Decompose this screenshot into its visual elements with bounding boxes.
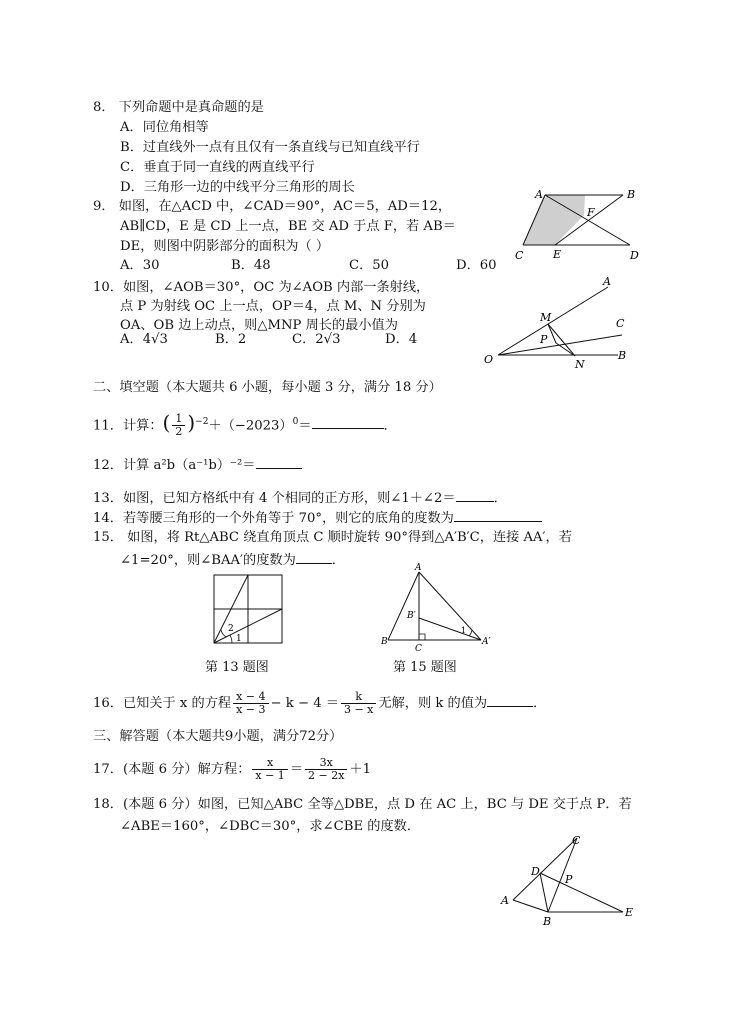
q9-label-f: F (587, 206, 595, 219)
q10-line3: OA、OB 边上动点，则△MNP 周长的最小值为 (120, 318, 398, 333)
q13-end: ． (493, 491, 507, 506)
q15-line2-wrap (120, 551, 345, 569)
q16-suffix: 无解，则 k 的值为 (378, 696, 488, 711)
q10-label-b: B (618, 349, 627, 362)
q11-mid: ＋（−2023） (208, 418, 293, 434)
q11-eq: ＝ (298, 418, 312, 434)
q9-label-c: C (515, 249, 524, 262)
q10-line1: 10．如图，∠AOB＝30°，OC 为∠AOB 内部一条射线， (93, 280, 430, 295)
q17-f2-num: 3x (305, 757, 347, 770)
q15-answer-blank[interactable] (296, 551, 332, 564)
q11-frac-den: 2 (175, 425, 183, 439)
q18-line2: ∠ABE＝160°，∠DBC＝30°，求∠CBE 的度数． (120, 819, 421, 834)
fig15-label-b-prime: B′ (407, 611, 416, 621)
q11-end: ． (383, 418, 397, 434)
q17 (93, 755, 371, 785)
q10-label-p: P (540, 333, 548, 346)
q11-exp1: −2 (195, 417, 209, 427)
q9-shaded-region (523, 195, 585, 245)
q8-option-c: C．垂直于同一直线的两直线平行 (120, 160, 315, 175)
q9-option-c: C．50 (349, 258, 390, 273)
q17-prefix: 17．(本题 6 分）解方程： (93, 762, 251, 777)
fig15-label-a: A (415, 563, 422, 573)
q9-option-d: D．60 (456, 258, 497, 273)
q15-line2: ∠1=20°，则∠BAA′的度数为 (120, 553, 296, 568)
q10-label-c: C (616, 317, 625, 330)
fig13-angle-1: 1 (236, 634, 242, 644)
q9-label-b: B (627, 188, 636, 201)
section-3-heading: 三、解答题（本大题共9小题，满分72分） (93, 729, 343, 744)
fig15-label-b: B (381, 637, 388, 647)
q15-line1: 15． 如图，将 Rt△ABC 绕直角顶点 C 顺时旋转 90°得到△A′B′C，连接 AA′，若 (93, 530, 572, 545)
q14 (93, 509, 542, 527)
q10-figure (480, 275, 640, 375)
q16-end: ． (533, 696, 547, 711)
q10-option-b: B．2 (215, 332, 247, 347)
q18-label-a: A (501, 894, 509, 907)
q10-label-m: M (540, 311, 552, 324)
q16 (93, 690, 546, 718)
q8-stem: 8． 下列命题中是真命题的是 (93, 100, 264, 115)
q9-line1: 9． 如图，在△ACD 中，∠CAD＝90°，AC＝5，AD＝12， (93, 199, 452, 214)
q9-option-a: A．30 (120, 258, 160, 273)
q16-f1-den: x − 3 (236, 703, 266, 716)
q12-text: 12．计算 a²b（a⁻¹b）⁻²＝ (93, 458, 256, 473)
q16-f1-num: x − 4 (233, 691, 268, 704)
q8-option-d: D．三角形一边的中线平分三角形的周长 (120, 180, 355, 195)
q10-line2: 点 P 为射线 OC 上一点，OP＝4，点 M、N 分别为 (120, 299, 426, 314)
q10-label-a: A (603, 275, 611, 288)
q18-label-e: E (625, 906, 634, 919)
q16-fraction-2 (341, 691, 376, 716)
q9-line2: AB∥CD，E 是 CD 上一点，BE 交 AD 于点 F，若 AB＝ (120, 219, 456, 234)
fig15-angle-1: 1 (461, 626, 467, 635)
q10-option-d: D．4 (385, 332, 418, 347)
fig15-caption: 第 15 题图 (393, 660, 457, 675)
q11-prefix: 11．计算： (93, 418, 163, 434)
q16-prefix: 16．已知关于 x 的方程 (93, 696, 232, 711)
q13-answer-blank[interactable] (456, 489, 494, 502)
q10-label-o: O (484, 353, 494, 366)
q18-label-b: B (543, 915, 552, 928)
fig13-angle-2: 2 (228, 624, 234, 634)
q16-mid: − k − 4 ＝ (270, 696, 339, 711)
q9-figure (505, 185, 645, 265)
fig15-figure (378, 560, 498, 655)
q16-answer-blank[interactable] (487, 694, 533, 707)
q9-label-e: E (553, 248, 562, 261)
q17-fraction-2 (305, 757, 347, 782)
q17-fraction-1 (252, 757, 287, 782)
q18-label-p: P (565, 873, 573, 886)
q16-fraction-1 (233, 691, 268, 716)
fig13-caption: 第 13 题图 (205, 660, 269, 675)
q11-fraction (172, 413, 185, 438)
q12-answer-blank[interactable] (256, 456, 302, 469)
q10-label-n: N (575, 358, 585, 371)
q13 (93, 489, 507, 507)
q18-label-d: D (531, 865, 540, 878)
q12 (93, 456, 302, 474)
q17-f1-num: x (252, 757, 287, 770)
q11-frac-num: 1 (172, 413, 185, 426)
section-2-heading: 二、填空题（本大题共 6 小题，每小题 3 分，满分 18 分） (93, 380, 442, 395)
q16-f2-den: 3 − x (343, 703, 374, 716)
q14-text: 14．若等腰三角形的一个外角等于 70°，则它的底角的度数为 (93, 511, 454, 526)
q11: 11．计算：( $\frac{1}{2}$ )$^{-2}+(-2023)^0=$ ． (93, 410, 397, 439)
q11-answer-blank[interactable] (312, 416, 384, 429)
q17-suffix: ＋1 (349, 762, 371, 777)
q18-figure (495, 828, 645, 930)
q13-text: 13．如图，已知方格纸中有 4 个相同的正方形，则∠1＋∠2＝ (93, 491, 456, 506)
q8-option-a: A．同位角相等 (120, 120, 209, 135)
q8-option-b: B．过直线外一点有且仅有一条直线与已知直线平行 (120, 140, 420, 155)
q9-label-d: D (630, 249, 639, 262)
q17-f1-den: x − 1 (255, 769, 285, 782)
q10-option-a: A．4√3 (120, 332, 168, 347)
q18-line1: 18．(本题 6 分）如图，已知△ABC 全等△DBE，点 D 在 AC 上，BC 与 DE 交于点 P．若 (93, 797, 632, 812)
q16-f2-num: k (341, 691, 376, 704)
q10-option-c: C．2√3 (292, 332, 341, 347)
q17-eq: ＝ (289, 762, 303, 777)
fig15-label-c: C (415, 644, 422, 654)
q14-answer-blank[interactable] (454, 509, 542, 522)
q18-label-c: C (572, 834, 581, 847)
q9-line3: DE，则图中阴影部分的面积为（ ） (120, 239, 330, 254)
q9-label-a: A (535, 188, 543, 201)
fig13-grid (212, 573, 287, 648)
q9-option-b: B．48 (231, 258, 271, 273)
q11-exp2: 0 (292, 417, 299, 427)
q17-f2-den: 2 − 2x (308, 769, 345, 782)
q15-end: ． (331, 553, 345, 568)
fig15-label-a-prime: A′ (482, 637, 491, 647)
